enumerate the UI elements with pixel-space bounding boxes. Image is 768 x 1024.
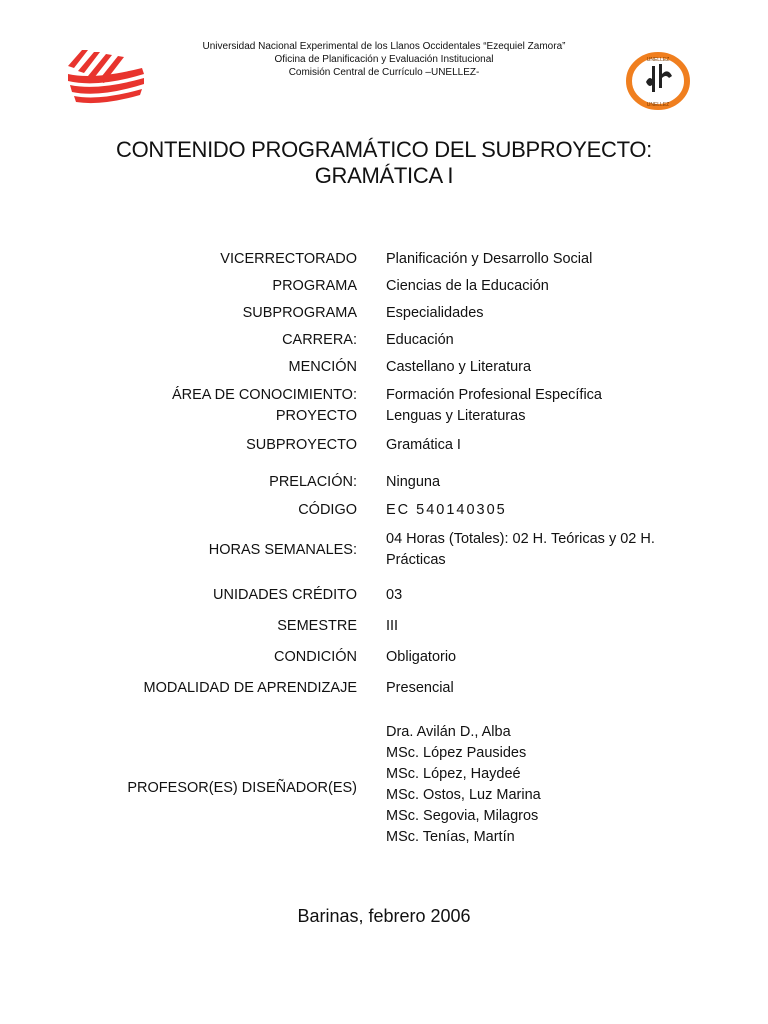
field-label: HORAS SEMANALES: — [208, 542, 357, 558]
field-value: Gramática I — [386, 437, 461, 453]
professor-name: MSc. López Pausides — [386, 745, 527, 761]
field-value: Obligatorio — [386, 649, 457, 665]
field-label: MODALIDAD DE APRENDIZAJE — [143, 680, 357, 696]
title-line-2: GRAMÁTICA I — [314, 163, 454, 188]
field-value: Planificación y Desarrollo Social — [386, 251, 593, 267]
field-label: PRELACIÓN: — [269, 474, 357, 490]
field-value: Lenguas y Literaturas — [386, 408, 526, 424]
field-label: PROYECTO — [275, 408, 357, 424]
field-value: Ciencias de la Educación — [386, 278, 549, 294]
field-label: MENCIÓN — [288, 359, 357, 375]
professor-name: MSc. Tenías, Martín — [386, 829, 515, 845]
field-value: Especialidades — [386, 305, 484, 321]
field-label: CARRERA: — [282, 332, 357, 348]
unellez-stripes-logo — [64, 44, 148, 106]
field-value: Presencial — [386, 680, 454, 696]
header-line-commission: Comisión Central de Currículo –UNELLEZ- — [288, 67, 480, 78]
professor-name: Dra. Avilán D., Alba — [386, 724, 511, 740]
seal-text-bottom: UNELLEZ — [646, 102, 670, 108]
field-value: Castellano y Literatura — [386, 359, 532, 375]
document-title — [80, 137, 688, 189]
field-label: PROFESOR(ES) DISEÑADOR(ES) — [127, 780, 357, 796]
seal-text-top: UNELLEZ — [646, 57, 670, 63]
institution-header — [120, 40, 648, 79]
field-label: ÁREA DE CONOCIMIENTO: — [171, 387, 357, 403]
field-value: Formación Profesional Específica — [386, 387, 602, 403]
header-line-office: Oficina de Planificación y Evaluación Institucional — [274, 54, 494, 65]
field-label: CONDICIÓN — [274, 649, 357, 665]
place-date-footer: Barinas, febrero 2006 — [297, 906, 471, 926]
field-value: III — [386, 618, 399, 634]
unellez-circle-seal — [626, 52, 690, 110]
field-label: CÓDIGO — [298, 502, 357, 518]
field-label: UNIDADES CRÉDITO — [213, 587, 357, 603]
field-label: SUBPROGRAMA — [242, 305, 357, 321]
header-line-university: Universidad Nacional Experimental de los Llanos Occidentales “Ezequiel Zamora” — [202, 41, 566, 52]
field-value: 03 — [386, 587, 403, 603]
field-label: PROGRAMA — [272, 278, 357, 294]
field-value: 04 Horas (Totales): 02 H. Teóricas y 02 H. Prácticas — [386, 531, 655, 568]
field-value: Educación — [386, 332, 454, 348]
field-label: SUBPROYECTO — [246, 437, 357, 453]
field-value: Ninguna — [386, 474, 441, 490]
field-label: SEMESTRE — [277, 618, 357, 634]
professor-name: MSc. Ostos, Luz Marina — [386, 787, 541, 803]
field-label: VICERRECTORADO — [220, 251, 357, 267]
professor-name: MSc. Segovia, Milagros — [386, 808, 539, 824]
title-line-1: CONTENIDO PROGRAMÁTICO DEL SUBPROYECTO: — [116, 137, 652, 162]
professor-name: MSc. López, Haydeé — [386, 766, 521, 782]
field-value: EC 540140305 — [386, 502, 507, 518]
